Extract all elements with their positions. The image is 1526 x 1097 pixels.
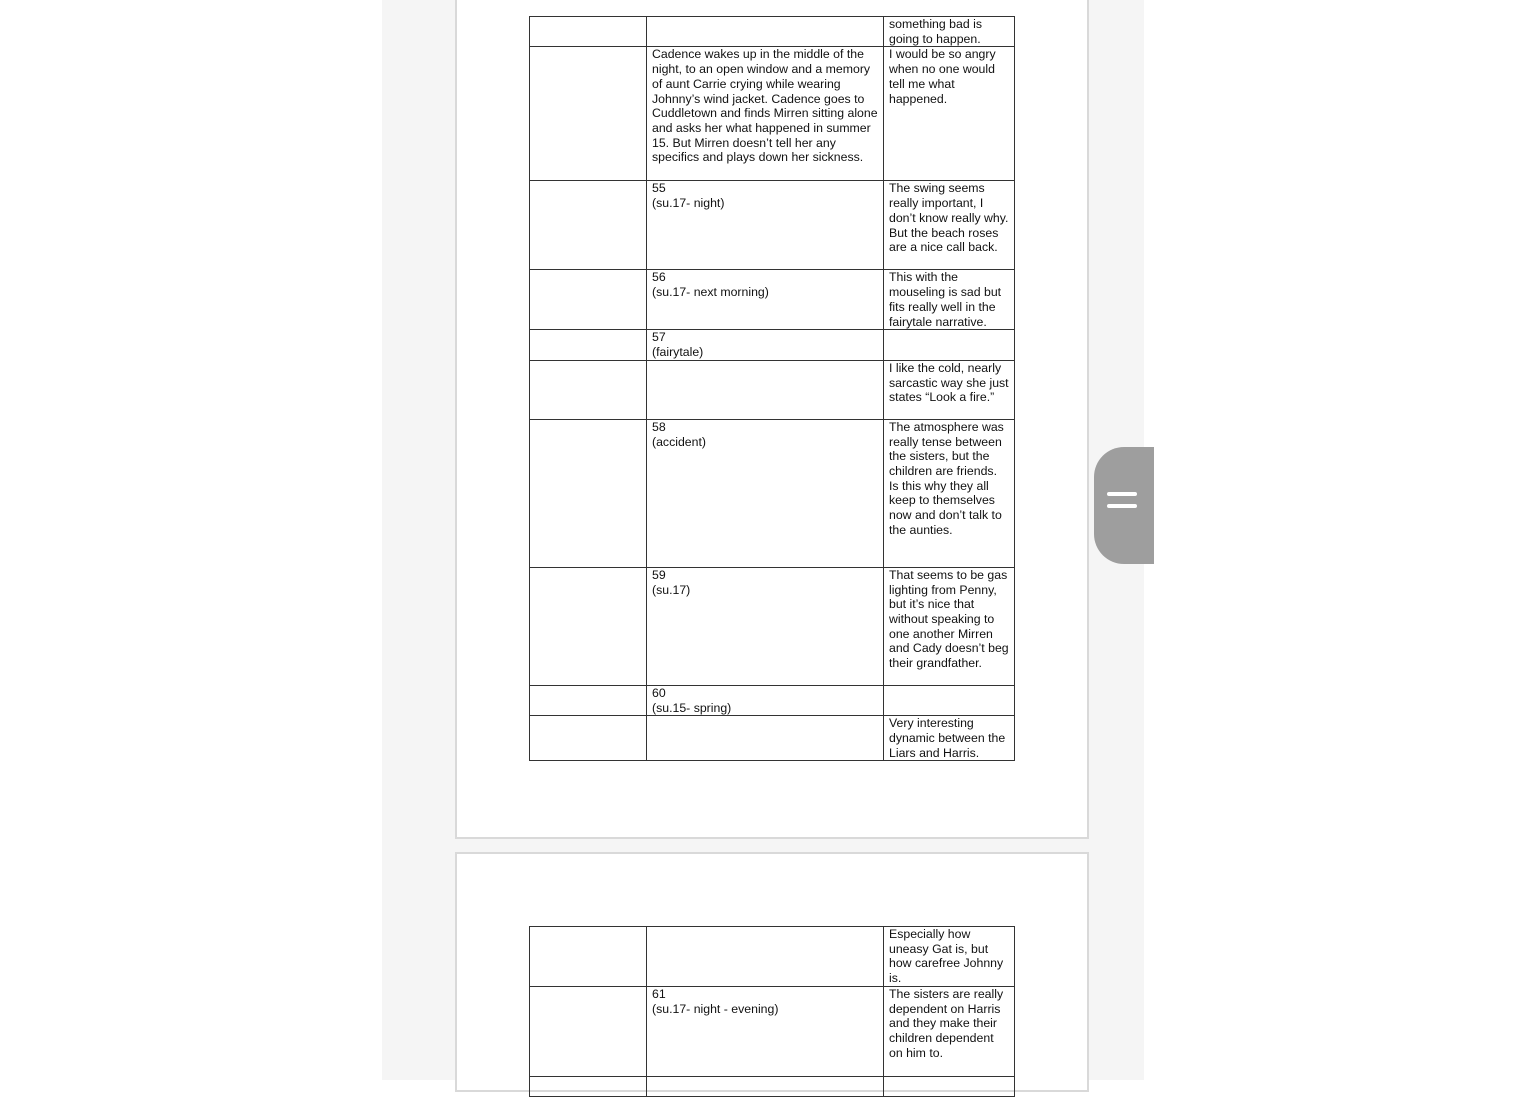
table-row — [530, 716, 1015, 761]
table-cell — [647, 17, 884, 47]
scroll-handle[interactable] — [1094, 447, 1154, 564]
table-cell — [530, 419, 647, 567]
table-cell — [530, 270, 647, 330]
table-cell — [884, 330, 1015, 360]
table-cell: This with the mouseling is sad but fits really well in the fairytale narrative. — [884, 270, 1015, 330]
table-cell: 55 (su.17- night) — [647, 181, 884, 270]
table-row — [530, 685, 1015, 715]
table-cell: The swing seems really important, I don’t know really why. But the beach roses are a nice call back. — [884, 181, 1015, 270]
table-cell: I like the cold, nearly sarcastic way she just states “Look a fire.” — [884, 360, 1015, 419]
table-row — [530, 270, 1015, 330]
table-cell: 61 (su.17- night - evening) — [647, 987, 884, 1077]
table-cell: 57 (fairytale) — [647, 330, 884, 360]
table-cell — [530, 927, 647, 987]
table-cell: The atmosphere was really tense between the sisters, but the children are friends. Is this why they all keep to themselves now and don’t talk to the aunties. — [884, 419, 1015, 567]
table-row — [530, 47, 1015, 181]
table-cell: 56 (su.17- next morning) — [647, 270, 884, 330]
reading-notes-table-page-1 — [529, 16, 1015, 761]
table-row — [530, 927, 1015, 987]
table-cell — [884, 685, 1015, 715]
table-cell: Very interesting dynamic between the Liars and Harris. — [884, 716, 1015, 761]
table-cell — [530, 360, 647, 419]
grip-line-icon — [1107, 492, 1137, 496]
table-cell — [647, 716, 884, 761]
table-cell: I would be so angry when no one would tell me what happened. — [884, 47, 1015, 181]
table-cell — [530, 181, 647, 270]
table-cell: Especially how uneasy Gat is, but how carefree Johnny is. — [884, 927, 1015, 987]
table-row — [530, 360, 1015, 419]
table-row — [530, 987, 1015, 1077]
table-cell: 60 (su.15- spring) — [647, 685, 884, 715]
table-cell — [530, 47, 647, 181]
table-cell — [530, 567, 647, 685]
table-row — [530, 17, 1015, 47]
grip-line-icon — [1107, 504, 1137, 508]
table-row — [530, 419, 1015, 567]
table-cell — [647, 927, 884, 987]
reading-notes-table-page-2 — [529, 926, 1015, 1097]
table-row — [530, 567, 1015, 685]
table-cell — [647, 360, 884, 419]
table-cell — [530, 987, 647, 1077]
table-cell: something bad is going to happen. — [884, 17, 1015, 47]
table-cell: 59 (su.17) — [647, 567, 884, 685]
table-cell — [530, 685, 647, 715]
table-cell — [530, 716, 647, 761]
table-cell — [530, 330, 647, 360]
table-row — [530, 181, 1015, 270]
table-cell: Cadence wakes up in the middle of the night, to an open window and a memory of aunt Carrie crying while wearing Johnny’s wind jacket. Cadence goes to Cuddletown and finds Mirren sitting alone and asks her what happened in summer 15. But Mirren doesn’t tell her any specifics and plays down her sickness. — [647, 47, 884, 181]
table-cell: The sisters are really dependent on Harris and they make their children dependent on him to. — [884, 987, 1015, 1077]
table-cell: That seems to be gas lighting from Penny, but it’s nice that without speaking to one another Mirren and Cady doesn’t beg their grandfather. — [884, 567, 1015, 685]
table-cell — [530, 17, 647, 47]
table-cell: 58 (accident) — [647, 419, 884, 567]
table-row — [530, 330, 1015, 360]
